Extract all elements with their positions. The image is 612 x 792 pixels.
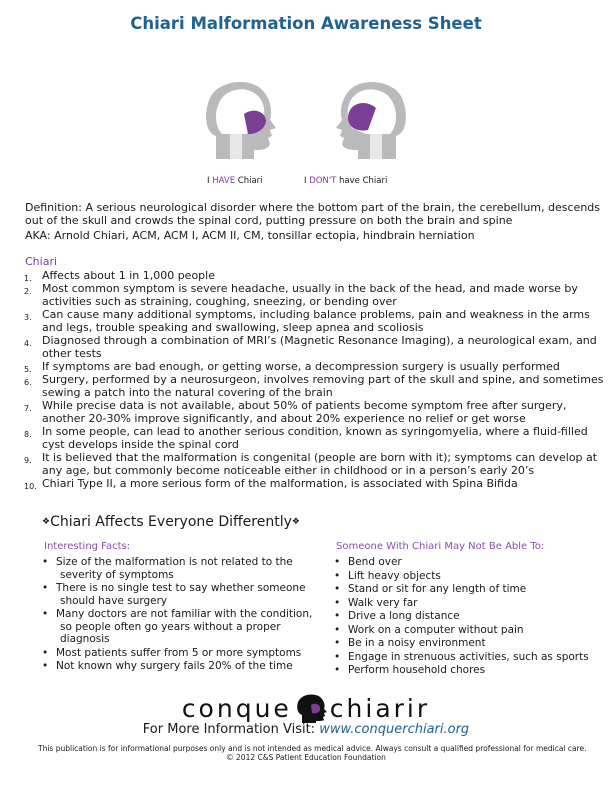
- aka: AKA: Arnold Chiari, ACM, ACM I, ACM II, CM, tonsillar ectopia, hindbrain herniation: [25, 229, 475, 242]
- diamond-icon: ❖: [291, 517, 300, 527]
- disclaimer: This publication is for informational purposes only and is not intended as medical advice. Always consult a qualified professional for medical care.: [38, 744, 587, 753]
- bullet-icon: •: [334, 583, 341, 595]
- list-item: [24, 451, 612, 477]
- list-text: There is no single test to say whether someone should have surgery: [56, 582, 306, 607]
- list-item: [24, 477, 612, 490]
- list-text: Size of the malformation is not related to the severity of symptoms: [56, 556, 293, 581]
- list-item: [24, 399, 612, 425]
- list-number: 7.: [24, 404, 32, 413]
- definition: Definition: A serious neurological disorder where the bottom part of the brain, the cerebellum, descends out of the skull and crowds the spinal cord, putting pressure on both the brain and spine: [25, 201, 600, 227]
- interesting-facts-heading: Interesting Facts:: [44, 541, 131, 552]
- list-item: [24, 334, 612, 360]
- caption-prefix: I: [207, 176, 213, 186]
- more-info-label: For More Information Visit:: [142, 722, 320, 737]
- list-text: Surgery, performed by a neurosurgeon, involves removing part of the skull and spine, and sometimes sewing a patch into the natural covering of the brain: [42, 373, 604, 399]
- list-text: Bend over: [348, 556, 402, 568]
- list-text: Lift heavy objects: [348, 569, 441, 582]
- copyright: © 2012 C&S Patient Education Foundation: [226, 753, 386, 762]
- list-text: Chiari Type II, a more serious form of the malformation, is associated with Spina Bifida: [42, 477, 518, 490]
- list-number: 2.: [24, 287, 32, 296]
- list-text: Walk very far: [348, 596, 418, 609]
- more-info: [0, 722, 612, 737]
- have-chiari-caption: [207, 176, 263, 186]
- logo-text-left: conque: [181, 694, 292, 723]
- list-item: [336, 624, 610, 637]
- list-text: Not known why surgery fails 20% of the time: [56, 660, 293, 672]
- caption-suffix: have Chiari: [336, 176, 388, 186]
- list-item: [24, 373, 612, 399]
- list-item: [24, 360, 612, 373]
- list-item: [336, 597, 610, 610]
- list-text: Be in a noisy environment: [348, 637, 486, 649]
- list-item: [24, 282, 612, 308]
- list-text: Diagnosed through a combination of MRI’s (Magnetic Resonance Imaging), a neurological exam, and other tests: [42, 334, 597, 360]
- definition-text: A serious neurological disorder where the bottom part of the brain, the cerebellum, descends out of the skull and crowds the spinal cord, putting pressure on both the brain and spine: [25, 201, 600, 227]
- list-text: While precise data is not available, about 50% of patients become symptom free after surgery, another 20-30% improve significantly, and about 20% experience no relief or get worse: [42, 399, 567, 425]
- affects-heading-text: Chiari Affects Everyone Differently: [50, 514, 292, 530]
- caption-suffix: Chiari: [235, 176, 263, 186]
- caption-emphasis: DON'T: [309, 176, 337, 186]
- list-text: Affects about 1 in 1,000 people: [42, 269, 215, 282]
- list-text: In some people, can lead to another serious condition, known as syringomyelia, where a fluid-filled cyst develops inside the spinal cord: [42, 425, 588, 451]
- list-number: 10.: [24, 482, 37, 491]
- page-title: Chiari Malformation Awareness Sheet: [130, 14, 482, 33]
- list-text: Can cause many additional symptoms, including balance problems, pain and weakness in the arms and legs, trouble speaking and swallowing, sleep apnea and scoliosis: [42, 308, 590, 334]
- list-text: If symptoms are bad enough, or getting worse, a decompression surgery is usually performed: [42, 360, 560, 373]
- list-number: 6.: [24, 378, 32, 387]
- list-number: 4.: [24, 339, 32, 348]
- bullet-icon: •: [334, 637, 341, 649]
- interesting-facts-list: [44, 556, 316, 674]
- aka-label: AKA: [25, 229, 47, 242]
- list-item: [24, 269, 612, 282]
- list-text: Most common symptom is severe headache, usually in the back of the head, and made worse by activities such as straining, coughing, sneezing, or bending over: [42, 282, 578, 308]
- bullet-icon: •: [334, 569, 341, 582]
- bullet-icon: •: [334, 623, 341, 636]
- list-text: Drive a long distance: [348, 610, 460, 622]
- list-text: Many doctors are not familiar with the condition, so people often go years without a proper diagnosis: [56, 608, 313, 645]
- may-not-list: [336, 556, 610, 678]
- chiari-facts-list: [24, 269, 612, 490]
- list-number: 9.: [24, 456, 32, 465]
- list-text: Engage in strenuous activities, such as sports: [348, 650, 589, 663]
- bullet-icon: •: [334, 610, 341, 622]
- list-number: 3.: [24, 313, 32, 322]
- website-link[interactable]: www.conquerchiari.org: [319, 722, 470, 737]
- list-item: [336, 556, 610, 569]
- list-number: 5.: [24, 365, 32, 374]
- caption-emphasis: HAVE: [212, 176, 236, 186]
- bullet-icon: •: [42, 582, 49, 594]
- list-item: [336, 583, 610, 596]
- bullet-icon: •: [334, 650, 341, 663]
- list-number: 1.: [24, 274, 32, 283]
- caption-prefix: I: [304, 176, 310, 186]
- head-without-chiari-icon: [336, 82, 406, 159]
- bullet-icon: •: [42, 646, 49, 659]
- list-text: Stand or sit for any length of time: [348, 583, 527, 595]
- conquer-chiari-logo: [0, 693, 612, 723]
- list-text: It is believed that the malformation is congenital (people are born with it); symptoms can develop at any age, but commonly become noticeable either in childhood or in a person’s early 20’s: [42, 451, 598, 477]
- may-not-heading: Someone With Chiari May Not Be Able To:: [336, 541, 545, 552]
- list-item: [336, 570, 610, 583]
- bullet-icon: •: [334, 596, 341, 609]
- head-illustration: [196, 74, 416, 174]
- list-item: [44, 608, 316, 646]
- list-item: [44, 582, 316, 607]
- list-item: [44, 647, 316, 660]
- bullet-icon: •: [42, 556, 49, 568]
- definition-label: Definition: [25, 201, 79, 214]
- dont-have-chiari-caption: [304, 176, 387, 186]
- chiari-heading: Chiari: [25, 255, 58, 268]
- list-item: [24, 308, 612, 334]
- affects-heading: [42, 514, 300, 530]
- head-logo-icon: [294, 693, 328, 723]
- aka-text: Arnold Chiari, ACM, ACM I, ACM II, CM, tonsillar ectopia, hindbrain herniation: [54, 229, 475, 242]
- list-text: Perform household chores: [348, 664, 486, 676]
- list-text: Most patients suffer from 5 or more symptoms: [56, 646, 302, 659]
- list-item: [44, 660, 316, 673]
- bullet-icon: •: [42, 608, 49, 620]
- head-with-chiari-icon: [206, 82, 276, 159]
- bullet-icon: •: [42, 660, 49, 672]
- list-item: [336, 651, 610, 664]
- list-text: Work on a computer without pain: [348, 623, 524, 636]
- bullet-icon: •: [334, 556, 341, 568]
- logo-text-right: chiari: [329, 694, 417, 723]
- list-number: 8.: [24, 430, 32, 439]
- list-item: [336, 664, 610, 677]
- logo-text-tail: r: [416, 694, 431, 723]
- list-item: [336, 637, 610, 650]
- diamond-icon: ❖: [42, 517, 51, 527]
- bullet-icon: •: [334, 664, 341, 676]
- list-item: [336, 610, 610, 623]
- list-item: [44, 556, 316, 581]
- list-item: [24, 425, 612, 451]
